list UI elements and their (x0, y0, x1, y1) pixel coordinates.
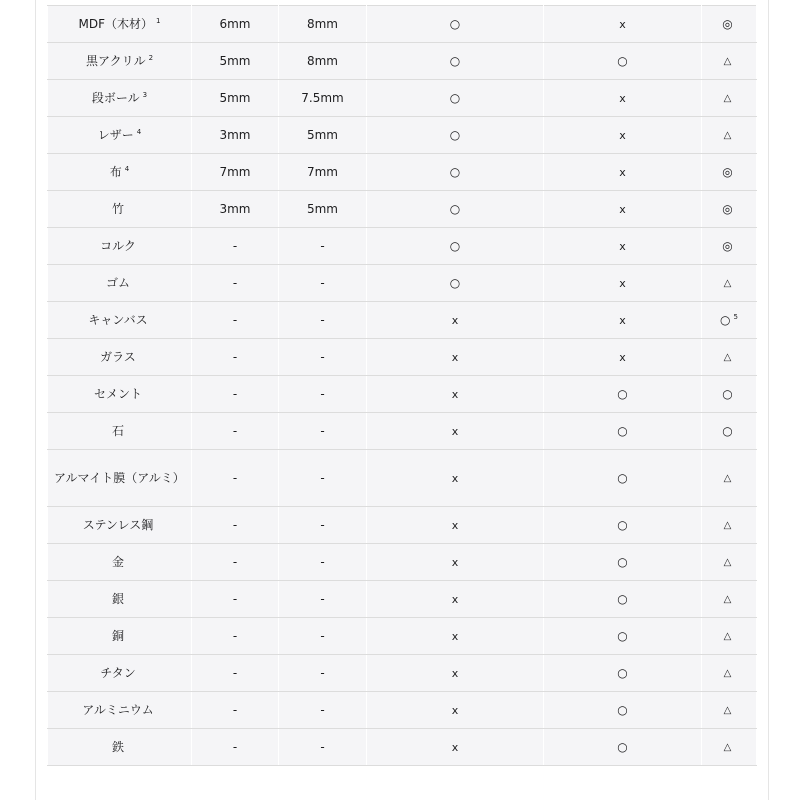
material-name: アルミニウム (82, 702, 154, 717)
thickness-a-value: - (232, 470, 238, 485)
table-row (48, 618, 757, 655)
column-4-cell (544, 618, 702, 655)
thickness-a-cell (192, 581, 279, 618)
table-row (48, 191, 757, 228)
column-3-cell (367, 6, 544, 43)
column-5-cell (702, 729, 757, 766)
thickness-b-cell (279, 6, 367, 43)
thickness-b-cell (279, 544, 367, 581)
thickness-a-value: 3mm (219, 201, 251, 216)
table-row (48, 413, 757, 450)
thickness-a-value: 5mm (219, 53, 251, 68)
material-cell (48, 265, 192, 302)
column-3-cell (367, 655, 544, 692)
material-cell (48, 43, 192, 80)
column-3-mark: x (451, 350, 459, 364)
material-name: チタン (100, 665, 136, 680)
column-5-mark: ◎ (722, 164, 733, 179)
table-row (48, 43, 757, 80)
thickness-b-cell (279, 191, 367, 228)
column-3-mark: ○ (449, 16, 461, 31)
column-4-cell (544, 265, 702, 302)
thickness-b-value: 8mm (306, 16, 338, 31)
column-5-cell (702, 544, 757, 581)
column-5-cell (702, 228, 757, 265)
thickness-a-value: - (232, 665, 238, 680)
thickness-a-value: - (232, 386, 238, 401)
thickness-b-cell (279, 581, 367, 618)
material-name: 布 (109, 164, 122, 179)
column-3-cell (367, 544, 544, 581)
table-row (48, 6, 757, 43)
column-5-cell (702, 117, 757, 154)
column-5-mark: ◎ (722, 16, 733, 31)
column-4-mark: ○ (617, 517, 628, 532)
column-3-cell (367, 413, 544, 450)
column-3-cell (367, 618, 544, 655)
thickness-a-cell (192, 265, 279, 302)
column-4-mark: x (619, 165, 626, 179)
table-row (48, 729, 757, 766)
material-cell (48, 692, 192, 729)
column-4-cell (544, 302, 702, 339)
thickness-a-value: - (232, 554, 238, 569)
column-5-mark: △ (723, 631, 732, 642)
column-3-mark: x (451, 555, 459, 569)
material-name: 金 (111, 554, 124, 569)
column-4-cell (544, 655, 702, 692)
column-5-cell (702, 618, 757, 655)
column-3-mark: ○ (449, 201, 461, 216)
column-5-cell (702, 581, 757, 618)
thickness-b-cell (279, 729, 367, 766)
thickness-b-value: 8mm (306, 53, 338, 68)
material-name: ステンレス鋼 (82, 517, 154, 532)
column-5-cell (702, 507, 757, 544)
material-name: ガラス (100, 349, 136, 364)
table-row (48, 581, 757, 618)
thickness-a-cell (192, 80, 279, 117)
material-cell (48, 655, 192, 692)
column-3-mark: ○ (449, 127, 461, 142)
thickness-b-cell (279, 265, 367, 302)
column-4-mark: ○ (617, 628, 628, 643)
thickness-b-cell (279, 413, 367, 450)
column-5-mark: △ (723, 668, 732, 679)
column-5-mark: △ (723, 56, 732, 67)
thickness-a-value: - (232, 702, 238, 717)
material-name: MDF（木材） (78, 16, 154, 31)
thickness-a-cell (192, 228, 279, 265)
thickness-a-value: - (232, 739, 238, 754)
column-5-mark: △ (723, 93, 732, 104)
thickness-b-cell (279, 228, 367, 265)
thickness-b-cell (279, 43, 367, 80)
thickness-b-value: - (320, 665, 325, 680)
column-4-cell (544, 413, 702, 450)
thickness-b-value: - (320, 423, 325, 438)
column-5-mark: ○ (720, 312, 731, 327)
materials-table-body (48, 6, 757, 766)
table-row (48, 376, 757, 413)
material-name: アルマイト膜（アルミ） (54, 470, 185, 485)
material-cell (48, 339, 192, 376)
column-3-cell (367, 692, 544, 729)
column-4-cell (544, 450, 702, 507)
thickness-b-value: - (320, 628, 325, 643)
column-3-mark: ○ (449, 164, 461, 179)
thickness-b-value: 7.5mm (301, 90, 344, 105)
column-4-mark: ○ (617, 554, 628, 569)
table-row (48, 228, 757, 265)
thickness-a-value: - (232, 423, 238, 438)
thickness-a-cell (192, 191, 279, 228)
thickness-a-cell (192, 376, 279, 413)
thickness-a-value: - (232, 349, 238, 364)
material-name: 鉄 (111, 739, 124, 754)
column-3-mark: x (451, 703, 459, 717)
material-name: 銅 (111, 628, 124, 643)
column-5-cell (702, 191, 757, 228)
column-5-mark: ◎ (722, 201, 733, 216)
column-5-cell (702, 692, 757, 729)
material-name: セメント (93, 386, 142, 401)
column-4-cell (544, 154, 702, 191)
thickness-a-cell (192, 655, 279, 692)
thickness-a-value: - (232, 591, 238, 606)
thickness-a-cell (192, 507, 279, 544)
material-cell (48, 154, 192, 191)
material-cell (48, 544, 192, 581)
column-3-mark: ○ (449, 53, 461, 68)
column-3-cell (367, 507, 544, 544)
column-4-mark: x (619, 350, 626, 364)
material-cell (48, 729, 192, 766)
column-4-cell (544, 581, 702, 618)
material-name: 石 (111, 423, 124, 438)
footnote-marker: 3 (142, 90, 148, 99)
thickness-b-value: - (320, 739, 325, 754)
thickness-a-value: - (232, 275, 238, 290)
column-4-mark: x (619, 313, 626, 327)
column-3-cell (367, 117, 544, 154)
material-name: 段ボール (91, 90, 140, 105)
thickness-b-cell (279, 618, 367, 655)
footnote-marker: 5 (733, 312, 738, 321)
thickness-b-cell (279, 80, 367, 117)
thickness-a-cell (192, 413, 279, 450)
thickness-b-value: 5mm (306, 127, 338, 142)
material-cell (48, 618, 192, 655)
column-4-cell (544, 117, 702, 154)
thickness-b-value: - (320, 554, 325, 569)
column-4-mark: ○ (617, 53, 628, 68)
thickness-b-value: - (320, 312, 325, 327)
thickness-b-cell (279, 507, 367, 544)
column-4-cell (544, 729, 702, 766)
thickness-b-value: 7mm (306, 164, 338, 179)
thickness-a-cell (192, 618, 279, 655)
column-5-cell (702, 655, 757, 692)
column-5-cell (702, 154, 757, 191)
thickness-b-cell (279, 450, 367, 507)
table-row (48, 265, 757, 302)
column-5-mark: △ (723, 557, 732, 568)
column-4-cell (544, 228, 702, 265)
column-3-mark: x (451, 424, 459, 438)
column-3-mark: x (451, 313, 459, 327)
column-4-cell (544, 43, 702, 80)
material-cell (48, 80, 192, 117)
footnote-marker: 4 (136, 127, 142, 136)
column-5-cell (702, 413, 757, 450)
thickness-a-cell (192, 450, 279, 507)
column-4-mark: x (619, 239, 626, 253)
thickness-b-cell (279, 376, 367, 413)
column-3-mark: ○ (449, 275, 461, 290)
column-3-mark: x (451, 740, 459, 754)
material-cell (48, 581, 192, 618)
column-3-mark: x (451, 629, 459, 643)
material-name: 竹 (111, 201, 124, 216)
column-3-cell (367, 729, 544, 766)
table-row (48, 154, 757, 191)
column-4-cell (544, 339, 702, 376)
column-5-cell (702, 450, 757, 507)
column-3-cell (367, 228, 544, 265)
column-5-mark: ◎ (722, 238, 733, 253)
materials-table (47, 5, 757, 766)
thickness-a-cell (192, 154, 279, 191)
thickness-a-value: - (232, 312, 238, 327)
thickness-b-cell (279, 302, 367, 339)
column-4-mark: x (619, 202, 626, 216)
footnote-marker: 1 (156, 16, 161, 25)
thickness-a-cell (192, 6, 279, 43)
footnote-marker: 2 (148, 53, 154, 62)
column-5-mark: △ (723, 130, 732, 141)
column-5-cell (702, 6, 757, 43)
thickness-a-value: 3mm (219, 127, 251, 142)
column-3-cell (367, 265, 544, 302)
table-row (48, 80, 757, 117)
column-3-mark: ○ (449, 90, 461, 105)
column-3-mark: x (451, 666, 459, 680)
column-5-mark: ○ (722, 423, 733, 438)
thickness-b-cell (279, 117, 367, 154)
column-5-cell (702, 339, 757, 376)
material-cell (48, 302, 192, 339)
thickness-b-value: - (320, 702, 325, 717)
thickness-b-cell (279, 339, 367, 376)
column-5-mark: △ (723, 278, 732, 289)
material-cell (48, 6, 192, 43)
table-row (48, 655, 757, 692)
column-3-mark: x (451, 518, 459, 532)
thickness-a-cell (192, 43, 279, 80)
column-4-mark: ○ (617, 591, 628, 606)
footnote-marker: 4 (124, 164, 130, 173)
column-4-mark: x (619, 128, 626, 142)
column-4-cell (544, 6, 702, 43)
thickness-a-cell (192, 544, 279, 581)
column-3-mark: x (451, 471, 459, 485)
column-5-mark: △ (723, 594, 732, 605)
column-5-mark: △ (723, 473, 732, 484)
material-name: レザー (97, 127, 134, 142)
thickness-b-value: - (320, 275, 325, 290)
column-5-mark: ○ (722, 386, 733, 401)
column-3-mark: x (451, 387, 459, 401)
column-4-mark: ○ (617, 386, 628, 401)
column-5-cell (702, 265, 757, 302)
material-name: 黒アクリル (85, 53, 146, 68)
material-cell (48, 228, 192, 265)
material-cell (48, 413, 192, 450)
column-5-mark: △ (723, 742, 732, 753)
column-3-cell (367, 450, 544, 507)
column-4-mark: ○ (617, 702, 628, 717)
material-name: コルク (100, 238, 136, 253)
thickness-a-value: 6mm (219, 16, 251, 31)
thickness-a-cell (192, 729, 279, 766)
thickness-b-value: - (320, 517, 325, 532)
material-cell (48, 191, 192, 228)
column-4-cell (544, 191, 702, 228)
column-4-mark: ○ (617, 423, 628, 438)
thickness-b-cell (279, 154, 367, 191)
column-3-mark: x (451, 592, 459, 606)
column-4-mark: x (619, 91, 626, 105)
column-3-cell (367, 154, 544, 191)
column-5-cell (702, 80, 757, 117)
thickness-a-value: - (232, 628, 238, 643)
material-name: 銀 (111, 591, 124, 606)
material-cell (48, 507, 192, 544)
column-3-cell (367, 302, 544, 339)
thickness-b-value: 5mm (306, 201, 338, 216)
thickness-a-cell (192, 302, 279, 339)
thickness-a-value: 7mm (219, 164, 251, 179)
thickness-b-cell (279, 692, 367, 729)
column-3-cell (367, 80, 544, 117)
thickness-a-value: - (232, 238, 238, 253)
material-name: ゴム (105, 275, 130, 290)
column-4-mark: ○ (617, 470, 628, 485)
column-4-mark: ○ (617, 665, 628, 680)
column-3-mark: ○ (449, 238, 461, 253)
thickness-a-cell (192, 117, 279, 154)
column-5-cell (702, 376, 757, 413)
thickness-b-value: - (320, 386, 325, 401)
column-4-mark: x (619, 17, 626, 31)
table-row (48, 339, 757, 376)
table-row (48, 692, 757, 729)
thickness-a-cell (192, 692, 279, 729)
table-row (48, 450, 757, 507)
material-cell (48, 450, 192, 507)
thickness-a-cell (192, 339, 279, 376)
thickness-a-value: 5mm (219, 90, 251, 105)
material-name: キャンバス (88, 312, 148, 327)
column-4-mark: x (619, 276, 626, 290)
column-3-cell (367, 339, 544, 376)
table-row (48, 544, 757, 581)
thickness-a-value: - (232, 517, 238, 532)
column-4-cell (544, 80, 702, 117)
column-3-cell (367, 43, 544, 80)
thickness-b-value: - (320, 349, 325, 364)
column-3-cell (367, 191, 544, 228)
column-5-cell (702, 302, 757, 339)
column-4-mark: ○ (617, 739, 628, 754)
column-5-mark: △ (723, 705, 732, 716)
column-4-cell (544, 692, 702, 729)
table-row (48, 302, 757, 339)
column-5-mark: △ (723, 520, 732, 531)
column-3-cell (367, 376, 544, 413)
column-5-cell (702, 43, 757, 80)
table-row (48, 117, 757, 154)
thickness-b-cell (279, 655, 367, 692)
column-4-cell (544, 544, 702, 581)
material-cell (48, 117, 192, 154)
column-4-cell (544, 376, 702, 413)
column-4-cell (544, 507, 702, 544)
thickness-b-value: - (320, 238, 325, 253)
material-cell (48, 376, 192, 413)
thickness-b-value: - (320, 470, 325, 485)
column-3-cell (367, 581, 544, 618)
table-row (48, 507, 757, 544)
thickness-b-value: - (320, 591, 325, 606)
column-5-mark: △ (723, 352, 732, 363)
